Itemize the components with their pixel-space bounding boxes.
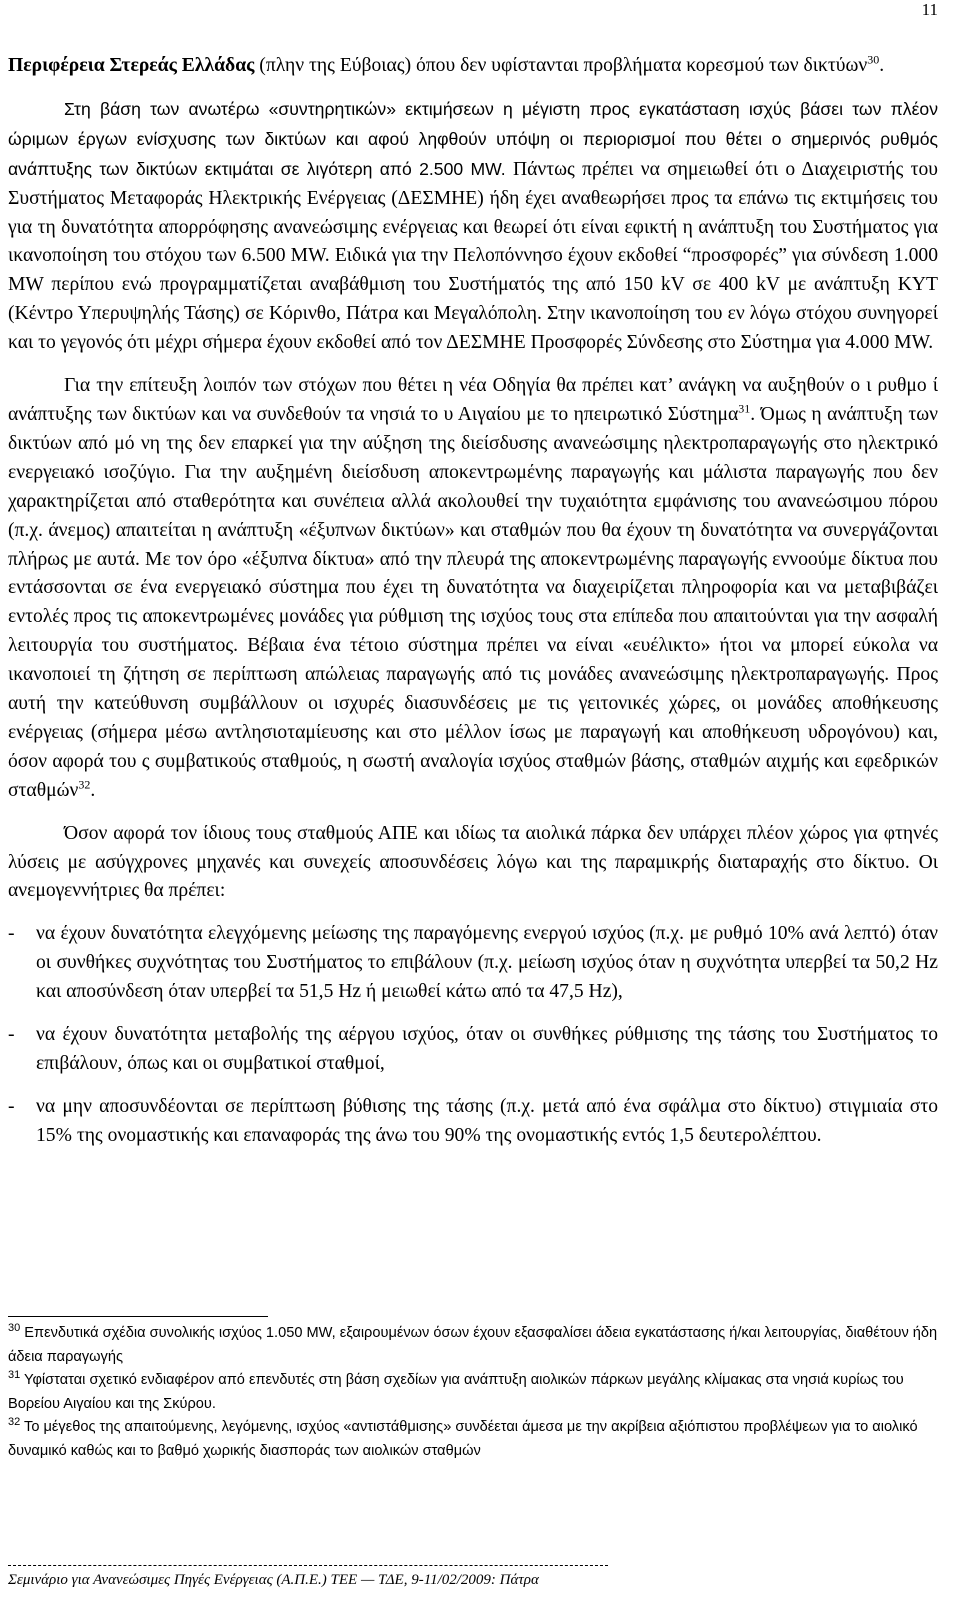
- page-footer: Σεμινάριο για Ανανεώσιμες Πηγές Ενέργειας (Α.Π.Ε.) ΤΕΕ — ΤΔΕ, 9-11/02/2009: Πάτρα: [8, 1572, 539, 1588]
- paragraph-1: Περιφέρεια Στερεάς Ελλάδας (πλην της Εύβοιας) όπου δεν υφίστανται προβλήματα κορεσμού των δικτύων$^{30}$.: [8, 52, 885, 76]
- footnote-30: $^{30}$ Επενδυτικά σχέδια συνολικής ισχύος 1.050 MW, εξαιρουμένων όσων έχουν εξασφαλίσει άδεια εγκατάστασης ή/και λειτουργίας, διαθέτουν ήδη άδεια παραγωγής: [8, 1322, 938, 1365]
- region-heading: Περιφέρεια Στερεάς Ελλάδας: [8, 55, 255, 76]
- footnote-ref-32: 32: [78, 777, 91, 792]
- footnote-32: $^{32}$ Το μέγεθος της απαιτούμενης, λεγόμενης, ισχύος «αντιστάθμισης» συνδέεται άμεσα με την ακρίβεια αξιόπιστου προβλέψεων για το αιολικό δυναμικό καθώς και το βαθμό χωρικής διασποράς των αιολικών σταθμών: [8, 1416, 918, 1459]
- body-text: [8, 52, 938, 1151]
- bullet-dash: -: [8, 1024, 15, 1046]
- footnote-separator: [8, 1316, 268, 1317]
- bullet-item: - να έχουν δυνατότητα ελεγχόμενης μείωσης της παραγόμενης ενεργού ισχύος (π.χ. με ρυθμό 10% ανά λεπτό) όταν οι συνθήκες συχνότητας του Συστήματος το επιβάλουν (π.χ. μείωση ισχύος όταν η συχνότητα υπερβεί τα 50,2 Hz και αποσύνδεση όταν υπερβεί τα 51,5 Hz ή μειωθεί κάτω από τα 47,5 Hz),: [8, 920, 938, 1007]
- paragraph-4: Όσον αφορά τον ίδιους τους σταθμούς ΑΠΕ και ιδίως τα αιολικά πάρκα δεν υπάρχει πλέον χώρος για φτηνές λύσεις με ασύγχρονες μηχανές και συνεχείς αποσυνδέσεις λόγω και της παραμικρής διαταραχής στο δίκτυο. Οι ανεμογεννήτριες θα πρέπει:: [8, 822, 938, 902]
- footnote-ref-31: 31: [738, 401, 751, 416]
- bullet-item: - να έχουν δυνατότητα μεταβολής της αέργου ισχύος, όταν οι συνθήκες ρύθμισης της τάσης του Συστήματος το επιβάλουν, όπως και οι συμβατικοί σταθμοί,: [8, 1021, 938, 1079]
- footnote-ref-30: 30: [867, 52, 880, 67]
- footnotes: [8, 1322, 938, 1463]
- bullet-item: - να μην αποσυνδέονται σε περίπτωση βύθισης της τάσης (π.χ. μετά από ένα σφάλμα στο δίκτυο) στιγμιαία στο 15% της ονομαστικής και επαναφοράς της άνω του 90% της ονομαστικής εντός 1,5 δευτερολέπτου.: [8, 1093, 938, 1151]
- page-number: 11: [921, 0, 938, 19]
- footnote-31: $^{31}$ Υφίσταται σχετικό ενδιαφέρον από επενδυτές στη βάση σχεδίων για ανάπτυξη αιολικών πάρκων μεγάλης κλίμακας στα νησιά κυρίως του Βορείου Αιγαίου και της Σκύρου.: [8, 1369, 904, 1412]
- footer-separator: [8, 1565, 608, 1566]
- paragraph-2: Στη βάση των ανωτέρω «συντηρητικών» εκτιμήσεων η μέγιστη προς εγκατάσταση ισχύς βάσει των πλέον ώριμων έργων ενίσχυσης των δικτύων και αφού ληφθούν υπόψη οι περιορισμοί που θέτει ο σημερινός ρυθμός ανάπτυξης των δικτύων εκτιμάται σε λιγότερη από 2.500 MW. Πάντως πρέπει να σημειωθεί ότι ο Διαχειριστής του Συστήματος Μεταφοράς Ηλεκτρικής Ενέργειας (ΔΕΣΜΗΕ) ήδη έχει αναθεωρήσει προς τα επάνω τις εκτιμήσεις του για τη δυνατότητα απορρόφησης ανανεώσιμης ενέργειας και θεωρεί ότι είναι εφικτή η ανάπτυξη του Συστήματος για ικανοποίηση του στόχου των 6.500 MW. Ειδικά για την Πελοπόννησο έχουν εκδοθεί “προσφορές” για σύνδεση 1.000 MW περίπου ενώ προγραμματίζεται αναβάθμιση του Συστήματός της από 150 kV σε 400 kV με ανάπτυξη ΚΥΤ (Κέντρο Υπερυψηλής Τάσης) σε Κόρινθο, Πάτρα και Μεγαλόπολη. Στην ικανοποίηση του εν λόγω στόχου συνηγορεί και το γεγονός ότι μέχρι σήμερα έχουν εκδοθεί από τον ΔΕΣΜΗΕ Προσφορές Σύνδεσης στο Σύστημα για 4.000 MW.: [8, 98, 939, 354]
- bullet-dash: -: [8, 923, 15, 945]
- bullet-dash: -: [8, 1095, 15, 1117]
- paragraph-3: Για την επίτευξη λοιπόν των στόχων που θέτει η νέα Οδηγία θα πρέπει κατ’ ανάγκη να αυξηθούν ο ι ρυθμο ί ανάπτυξης των δικτύων και να συνδεθούν τα νησιά το υ Αιγαίου με το ηπειρωτικό Σύστημα$^{31}$. Όμως η ανάπτυξη των δικτύων από μό νη της δεν επαρκεί για την αύξηση της διείσδυσης ανανεώσιμης ηλεκτροπαραγωγής στο ηλεκτρικό ενεργειακό ισοζύγιο. Για την αυξημένη διείσδυση αποκεντρωμένης παραγωγής και μάλιστα παραγωγής που δεν χαρακτηρίζεται από σταθερότητα και συνέπεια αλλά ακολουθεί την τυχαιότητα εμφάνισης του ανανεώσιμου πόρου (π.χ. άνεμος) απαιτείται η ανάπτυξη «έξυπνων δικτύων» και σταθμών που θα έχουν τη δυνατότητα να συνεργάζονται πλήρως με αυτά. Με τον όρο «έξυπνα δίκτυα» από την πλευρά της αποκεντρωμένης παραγωγής εννοούμε δίκτυα που εντάσσονται σε ένα ενεργειακό σύστημα που έχει τη δυνατότητα να διαχειρίζεται πληροφορία και να μεταβιβάζει εντολές προς τις αποκεντρωμένες μονάδες για ρύθμιση της ισχύος τους στα επίπεδα που απαιτούνται για την ασφαλή λειτουργία του συστήματος. Βέβαια ένα τέτοιο σύστημα πρέπει να είναι «ευέλικτο» ήτοι να μπορεί εύκολα να ικανοποιεί τη ζήτηση σε περίπτωση απώλειας παραγωγής από τις μονάδες ανανεώσιμης ηλεκτροπαραγωγής. Προς αυτή την κατεύθυνση συμβάλλουν οι ισχυρές διασυνδέσεις με τις γειτονικές χώρες, οι μονάδες αποθήκευσης ενέργειας (σήμερα μέσω αντλησιοταμίευσης και στο μέλλον ίσως με παραγωγή και αποθήκευση υδρογόνου) και, όσον αφορά του ς συμβατικούς σταθμούς, η σωστή αναλογία ισχύος σταθμών βάσης, σταθμών αιχμής και εφεδρικών σταθμών$^{32}$.: [8, 375, 938, 801]
